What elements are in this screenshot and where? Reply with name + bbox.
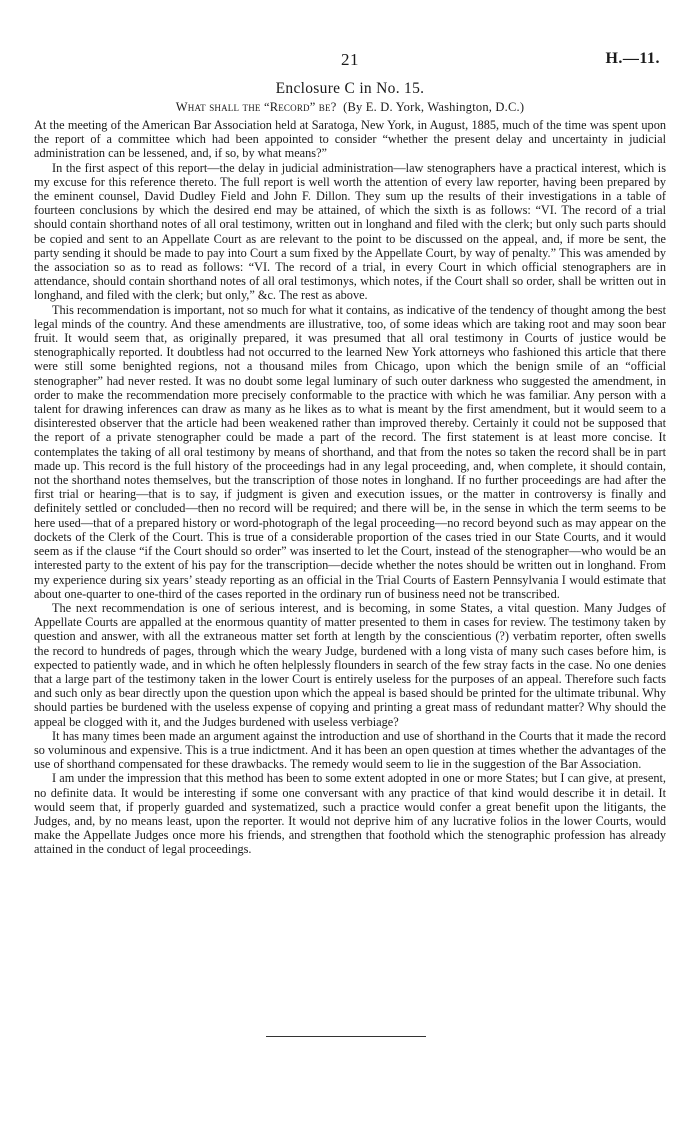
paragraph-2: In the first aspect of this report—the delay in judicial administration—law stenographers have a practical interest, which is my excuse for this reference thereto. The full report is well worth the attention of every law reporter, having been prepared by the eminent counsel, David Dudley Field and John F. Dillon. They sum up the results of their investigations in a table of fourteen conclusions by which the desired end may be attained, of which the sixth is as follows: “VI. The record of a trial should contain shorthand notes of all oral testimony, written out in longhand and filed with the clerk; but only such parts should be copied and sent to an Appellate Court as are relevant to the point to be discussed on the appeal, and, if more be sent, the party sending it should be made to pay into Court a sum fixed by the Appellate Court, by way of penalty.” This was amended by the association so as to read as follows: “VI. The record of a trial, in every Court in which official stenographers are in attendance, should contain shorthand notes of all oral testimonys, which notes, if the Court shall so order, shall be written out in longhand, and filed with the clerk; but only,” &c. The rest as above. [34,160,666,303]
end-rule-divider [266,1036,426,1037]
article-byline: (By E. D. York, Washington, D.C.) [343,100,525,114]
paragraph-6: I am under the impression that this method has been to some extent adopted in one or more States; but I can give, at present, no definite data. It would be interesting if some one conversant with any practice of that kind would describe it in detail. It would seem that, if properly guarded and systematized, such a practice would confer a great benefit upon the litigants, the Judges, and, by no means least, upon the reporter. It would not deprive him of any lucrative folios in the lower Courts, would make the Appellate Judges once more his friends, and strengthen that foothold which the stenographic profession has already attained in the conduct of legal proceedings. [34,771,666,857]
article-body [34,118,666,857]
paragraph-4: The next recommendation is one of serious interest, and is becoming, in some States, a vital question. Many Judges of Appellate Courts are appalled at the enormous quantity of matter presented to them in cases for review. The testimony taken by question and answer, with all the extraneous matter set forth at length by the conscientious (?) verbatim reporter, often swells the record to hundreds of pages, through which the weary Judge, burdened with a long vista of many such cases before him, is expected to patiently wade, and in which he often helplessly flounders in search of the few stray facts in the case. No one denies that a large part of the testimony taken in the lower Court is entirely useless for the purposes of an appeal. Therefore such facts and such only as bear directly upon the question upon which the appeal is based should be printed for the ultimate tribunal. Why should parties be burdened with the useless expense of copying and printing a great mass of redundant matter? Why should the appeal be clogged with it, and the Judges burdened with useless verbiage? [34,600,666,729]
article-title: What shall the “Record” be? [175,100,337,114]
paragraph-3: This recommendation is important, not so much for what it contains, as indicative of the tendency of thought among the best legal minds of the country. And these amendments are illustrative, too, of some ideas which are taking root and may soon bear fruit. It would seem that, as originally prepared, it was presumed that all oral testimony in Courts of justice would be stenographically reported. It doubtless had not occurred to the learned New York attorneys who fashioned this article that there were still some benighted regions, not a thousand miles from Chicago, upon which the benign smile of an “official stenographer” had never rested. It was no doubt some legal luminary of such outer darkness who suggested the amendment, in order to make the recommendation more precisely conformable to the practice with which he was familiar. Any person with a talent for drawing inferences can draw as many as he likes as to what is meant by the first amendment, but it would seem to a disinterested observer that the article had been weakened rather than improved thereby. Certainly it could not be supposed that the report of a private stenographer could be made a part of the record. The first statement is at least more concise. It contemplates the taking of all oral testimony by means of shorthand, and that from the notes so taken the record shall be in part made up. This record is the full history of the proceedings had in any legal proceeding, and, when complete, it should contain, not the shorthand notes themselves, but the transcription of those notes in longhand. If no further proceedings are had after the first trial or hearing—that is to say, if judgment is given and execution issues, or the matter in controversy is finally and definitely settled or concluded—then no record will be required; and there will be, in the sense in which the term seems to be here used—that of a prepared history or word-photograph of the legal proceeding—no record beyond such as may appear on the dockets of the Clerk of the Court. This is true of a considerable proportion of the cases tried in our State Courts, and it would seem as if the clause “if the Court should so order” was inserted to let the Court, instead of the stenographer—who would be an interested party to the extent of his pay for the transcription—decide whether the notes should be written out in longhand. From my experience during six years’ steady reporting as an official in the Trial Courts of Eastern Pennsylvania I would estimate that about one-quarter to one-third of the cases reported in the ordinary run of business need not be transcribed. [34,302,666,601]
document-reference: H.—11. [605,50,660,67]
article-title-line [0,100,700,115]
paragraph-1: At the meeting of the American Bar Association held at Saratoga, New York, in August, 1885, much of the time was spent upon the report of a committee which had been appointed to consider “whether the present delay and uncertainty in judicial administration can be lessened, and, if so, by what means?” [34,118,666,161]
enclosure-heading: Enclosure C in No. 15. [275,80,425,97]
page-number: 21 [341,50,359,69]
paragraph-5: It has many times been made an argument against the introduction and use of shorthand in the Courts that it made the record so voluminous and expensive. This is a true indictment. And it has been an open question at times whether the advantages of the use of shorthand compensated for these drawbacks. The remedy would seem to lie in the suggestion of the Bar Association. [34,728,666,772]
